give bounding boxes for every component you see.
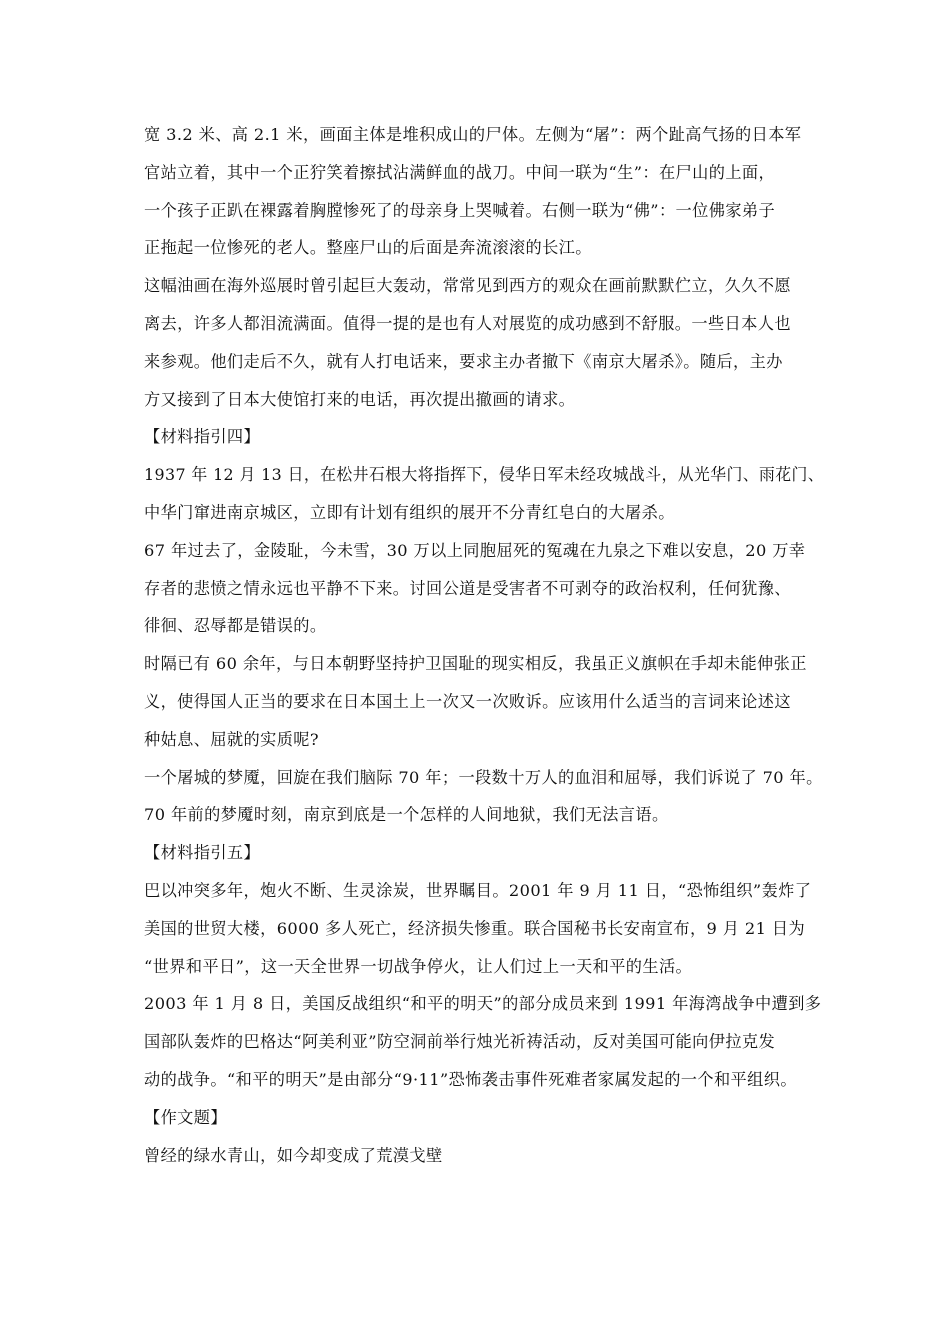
paragraph-painting-description xyxy=(144,116,816,267)
text-line: 一个孩子正趴在裸露着胸膛惨死了的母亲身上哭喊着。右侧一联为“佛”：一位佛家弟子 xyxy=(144,200,776,220)
section-heading-material-4 xyxy=(144,418,816,456)
text-line: 美国的世贸大楼，6000 多人死亡，经济损失惨重。联合国秘书长安南宣布，9 月 21 日为 xyxy=(144,918,806,938)
text-line: 70 年前的梦魇时刻，南京到底是一个怎样的人间地狱，我们无法言语。 xyxy=(144,805,669,825)
text-line: 离去，许多人都泪流满面。值得一提的是也有人对展览的成功感到不舒服。一些日本人也 xyxy=(144,313,791,333)
section-heading-essay xyxy=(144,1099,816,1137)
paragraph-911 xyxy=(144,872,816,985)
text-line: 一个屠城的梦魇，回旋在我们脑际 70 年；一段数十万人的血泪和屈辱，我们诉说了 70 年。 xyxy=(144,767,823,787)
paragraph-1937 xyxy=(144,456,825,532)
text-line: 种姑息、屈就的实质呢? xyxy=(144,729,319,749)
text-line: 1937 年 12 月 13 日，在松井石根大将指挥下，侵华日军未经攻城战斗，从光华门、雨花门、 xyxy=(144,465,825,485)
heading-text: 【材料指引四】 xyxy=(144,427,261,447)
text-line: 徘徊、忍辱都是错误的。 xyxy=(144,616,327,636)
text-line: 正拖起一位惨死的老人。整座尸山的后面是奔流滚滚的长江。 xyxy=(144,238,592,258)
text-line: 67 年过去了，金陵耻，今未雪，30 万以上同胞屈死的冤魂在九泉之下难以安息，20 万幸 xyxy=(144,540,806,560)
text-line: 2003 年 1 月 8 日，美国反战组织“和平的明天”的部分成员来到 1991 年海湾战争中遭到多 xyxy=(144,994,822,1014)
section-heading-material-5 xyxy=(144,834,816,872)
paragraph-exhibition xyxy=(144,267,816,418)
text-line: 动的战争。“和平的明天”是由部分“9·11”恐怖袭击事件死难者家属发起的一个和平组织。 xyxy=(144,1069,797,1089)
text-line: 曾经的绿水青山，如今却变成了荒漠戈壁 xyxy=(144,1145,443,1165)
text-line: 方又接到了日本大使馆打来的电话，再次提出撤画的请求。 xyxy=(144,389,576,409)
paragraph-67-years xyxy=(144,532,816,645)
paragraph-essay-prompt xyxy=(144,1137,816,1175)
paragraph-70-years xyxy=(144,759,823,835)
text-line: 官站立着，其中一个正狞笑着擦拭沾满鲜血的战刀。中间一联为“生”：在尸山的上面， xyxy=(144,162,776,182)
text-line: 中华门窜进南京城区，立即有计划有组织的展开不分青红皂白的大屠杀。 xyxy=(144,502,675,522)
document-body xyxy=(144,116,825,1174)
text-line: 宽 3.2 米、高 2.1 米，画面主体是堆积成山的尸体。左侧为“屠”：两个趾高气扬的日本军 xyxy=(144,125,802,144)
text-line: 国部队轰炸的巴格达“阿美利亚”防空洞前举行烛光祈祷活动，反对美国可能向伊拉克发 xyxy=(144,1032,776,1052)
text-line: 巴以冲突多年，炮火不断、生灵涂炭，世界瞩目。2001 年 9 月 11 日，“恐怖组织”轰炸了 xyxy=(144,880,812,900)
text-line: 义，使得国人正当的要求在日本国土上一次又一次败诉。应该用什么适当的言词来论述这 xyxy=(144,691,791,711)
text-line: 时隔已有 60 余年，与日本朝野坚持护卫国耻的现实相反，我虽正义旗帜在手却未能伸张正 xyxy=(144,654,807,674)
text-line: 存者的悲愤之情永远也平静不下来。讨回公道是受害者不可剥夺的政治权利，任何犹豫、 xyxy=(144,578,791,598)
text-line: 这幅油画在海外巡展时曾引起巨大轰动，常常见到西方的观众在画前默默伫立，久久不愿 xyxy=(144,276,791,296)
text-line: 来参观。他们走后不久，就有人打电话来，要求主办者撤下《南京大屠杀》。随后，主办 xyxy=(144,351,783,371)
text-line: “世界和平日”，这一天全世界一切战争停火，让人们过上一天和平的生活。 xyxy=(144,956,693,976)
heading-text: 【材料指引五】 xyxy=(144,843,261,863)
paragraph-2003 xyxy=(144,985,822,1098)
paragraph-60-years xyxy=(144,645,816,758)
heading-text: 【作文题】 xyxy=(144,1107,227,1127)
